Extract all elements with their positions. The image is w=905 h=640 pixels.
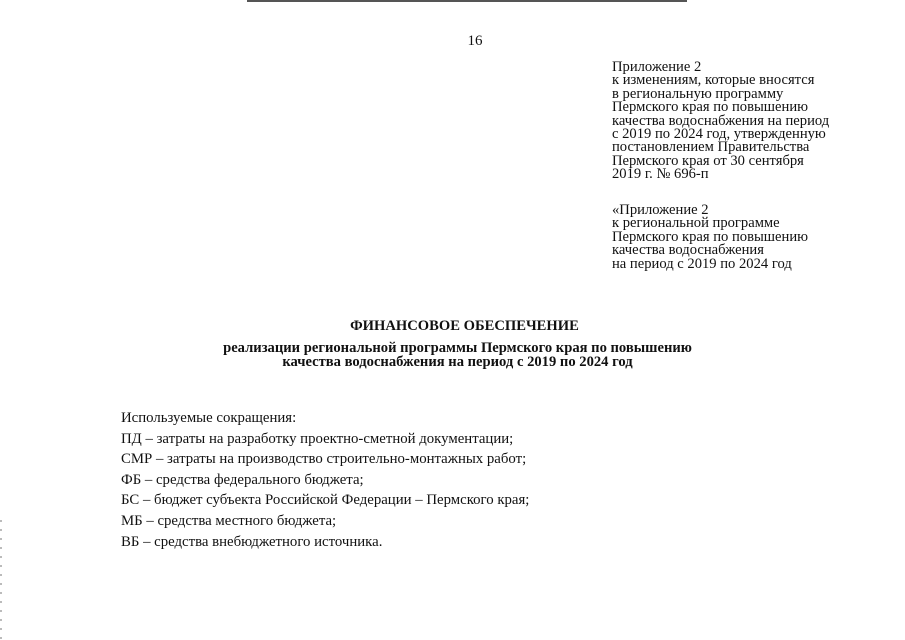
subtitle-line: качества водоснабжения на период с 2019 по 2024 год xyxy=(282,354,633,370)
quoted-annex-line: на период с 2019 по 2024 год xyxy=(612,255,792,272)
quoted-annex-line: Пермского края по повышению xyxy=(612,228,809,245)
top-border-line xyxy=(247,0,687,2)
document-subtitle xyxy=(0,341,905,369)
annex-line: 2019 г. № 696-п xyxy=(612,166,709,183)
abbreviation-item: ПД – затраты на разработку проектно-сметной документации; xyxy=(121,430,514,447)
quoted-annex-line: «Приложение 2 xyxy=(612,202,709,218)
annex-line: Приложение 2 xyxy=(612,59,702,75)
page-number: 16 xyxy=(467,33,483,49)
annex-line: в региональную программу xyxy=(612,85,784,102)
document-title: ФИНАНСОВОЕ ОБЕСПЕЧЕНИЕ xyxy=(350,318,579,334)
abbreviation-item: ВБ – средства внебюджетного источника. xyxy=(121,533,383,550)
annex-line: постановлением Правительства xyxy=(612,139,810,156)
abbreviations-list xyxy=(121,408,529,552)
abbreviation-item: МБ – средства местного бюджета; xyxy=(121,512,337,529)
abbreviations-intro: Используемые сокращения: xyxy=(121,410,297,426)
annex-line: качества водоснабжения на период xyxy=(612,112,830,129)
scan-margin-artifact xyxy=(0,520,2,640)
quoted-annex-line: к региональной программе xyxy=(612,215,780,232)
annex-line: к изменениям, которые вносятся xyxy=(612,72,815,89)
quoted-annex-block xyxy=(612,204,872,271)
annex-line: с 2019 по 2024 год, утвержденную xyxy=(612,126,826,143)
abbreviation-item: БС – бюджет субъекта Российской Федерации – Пермского края; xyxy=(121,492,530,509)
subtitle-line: реализации региональной программы Пермского края по повышению xyxy=(223,340,692,356)
abbreviation-item: СМР – затраты на производство строительно-монтажных работ; xyxy=(121,451,527,468)
annex-line: Пермского края от 30 сентября xyxy=(612,152,804,169)
quoted-annex-line: качества водоснабжения xyxy=(612,242,764,259)
annex-reference-block xyxy=(612,61,872,182)
annex-line: Пермского края по повышению xyxy=(612,99,809,116)
abbreviation-item: ФБ – средства федерального бюджета; xyxy=(121,471,364,488)
